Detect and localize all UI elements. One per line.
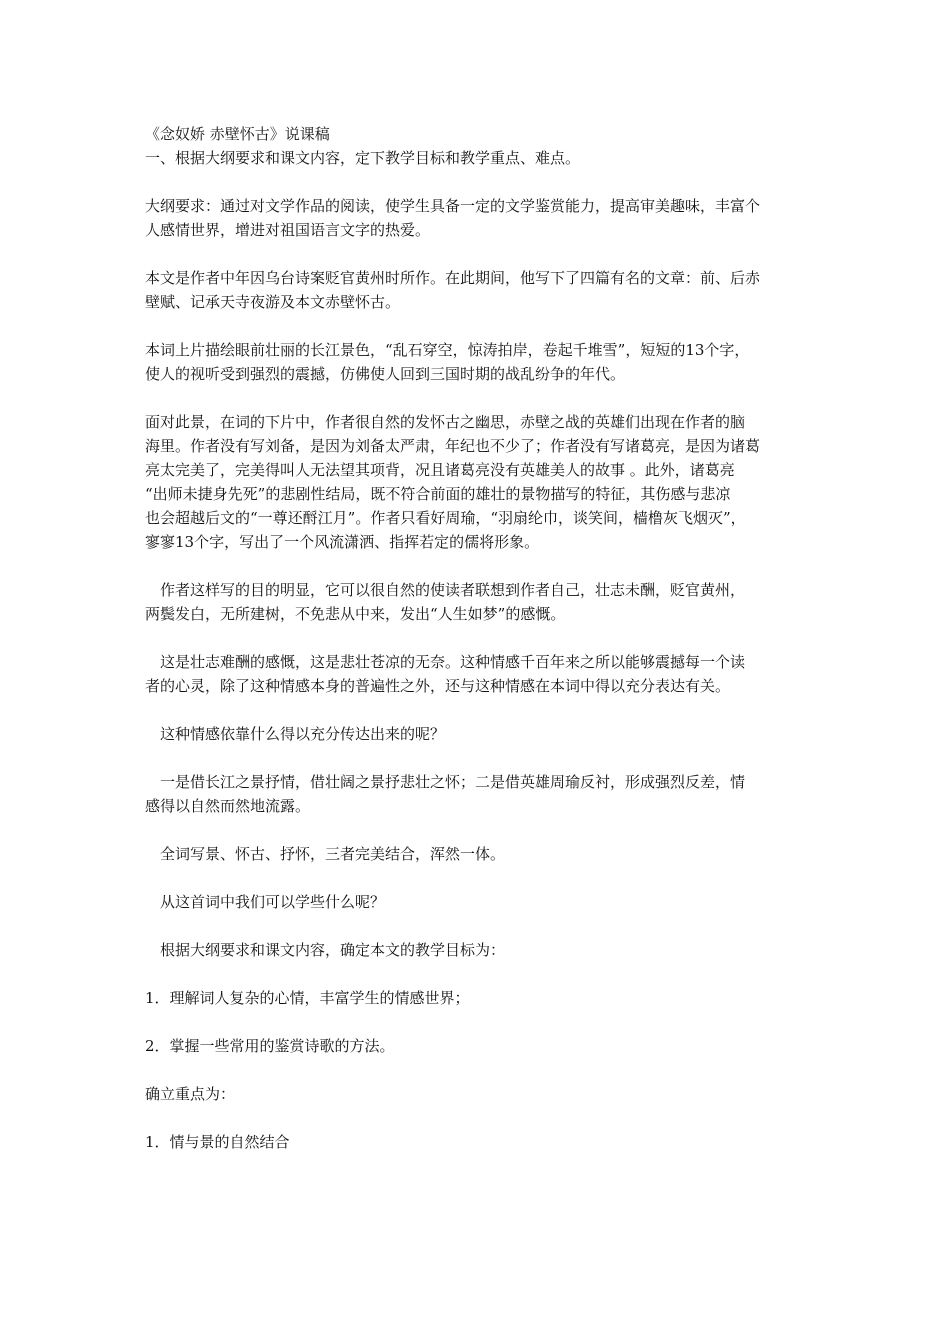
paragraph-line: 壁赋、记承天寺夜游及本文赤壁怀古。 — [145, 293, 401, 311]
paragraph-upper-stanza — [145, 338, 813, 386]
paragraph-question: 这种情感依靠什么得以充分传达出来的呢？ — [145, 725, 446, 743]
paragraph-line: 大纲要求：通过对文学作品的阅读，使学生具备一定的文学鉴赏能力，提高审美趣味，丰富个 — [145, 197, 761, 215]
paragraph-line: 人感情世界，增进对祖国语言文字的热爱。 — [145, 221, 431, 239]
paragraph-line: 者的心灵，除了这种情感本身的普遍性之外，还与这种情感在本词中得以充分表达有关。 — [145, 677, 731, 695]
paragraph-line: “出师未捷身先死”的悲剧性结局，既不符合前面的雄壮的景物描写的特征，其伤感与悲凉 — [145, 485, 731, 503]
goal-item-2: 2．掌握一些常用的鉴赏诗歌的方法。 — [145, 1037, 395, 1055]
paragraph-line: 作者这样写的目的明显，它可以很自然的使读者联想到作者自己，壮志未酬，贬官黄州， — [145, 581, 746, 599]
paragraph-learning-question: 从这首词中我们可以学些什么呢？ — [145, 893, 386, 911]
paragraph-emotion — [145, 650, 813, 698]
paragraph-line: 使人的视听受到强烈的震撼，仿佛使人回到三国时期的战乱纷争的年代。 — [145, 365, 626, 383]
paragraph-line: 这是壮志难酬的感慨，这是悲壮苍凉的无奈。这种情感千百年来之所以能够震撼每一个读 — [145, 653, 746, 671]
paragraph-line: 一是借长江之景抒情，借壮阔之景抒悲壮之怀；二是借英雄周瑜反衬，形成强烈反差，情 — [145, 773, 746, 791]
paragraph-line: 本文是作者中年因乌台诗案贬官黄州时所作。在此期间，他写下了四篇有名的文章：前、后赤 — [145, 269, 761, 287]
paragraph-line: 面对此景，在词的下片中，作者很自然的发怀古之幽思，赤壁之战的英雄们出现在作者的脑 — [145, 413, 746, 431]
paragraph-background — [145, 266, 813, 314]
paragraph-lower-stanza — [145, 410, 813, 554]
paragraph-answer — [145, 770, 813, 818]
paragraph-syllabus — [145, 194, 813, 242]
paragraph-line: 海里。作者没有写刘备，是因为刘备太严肃，年纪也不少了；作者没有写诸葛亮，是因为诸葛 — [145, 437, 761, 455]
paragraph-purpose — [145, 578, 813, 626]
goal-item-1: 1．理解词人复杂的心情，丰富学生的情感世界； — [145, 989, 470, 1007]
paragraph-summary: 全词写景、怀古、抒怀，三者完美结合，浑然一体。 — [145, 845, 506, 863]
paragraph-goals-intro: 根据大纲要求和课文内容，确定本文的教学目标为： — [145, 941, 506, 959]
paragraph-line: 亮太完美了，完美得叫人无法望其项背，况且诸葛亮没有英雄美人的故事 。此外，诸葛亮 — [145, 461, 735, 479]
paragraph-line: 寥寥13个字，写出了一个风流潇洒、指挥若定的儒将形象。 — [145, 533, 540, 551]
paragraph-line: 两鬓发白，无所建树，不免悲从中来，发出“人生如梦”的感慨。 — [145, 605, 566, 623]
paragraph-line: 本词上片描绘眼前壮丽的长江景色，“乱石穿空，惊涛拍岸，卷起千堆雪”，短短的13个字， — [145, 341, 750, 359]
paragraph-line: 感得以自然而然地流露。 — [145, 797, 311, 815]
document-title: 《念奴娇 赤壁怀古》说课稿 — [145, 125, 330, 143]
section-heading-1: 一、根据大纲要求和课文内容，定下教学目标和教学重点、难点。 — [145, 149, 581, 167]
focus-item-1: 1．情与景的自然结合 — [145, 1133, 290, 1151]
document-body — [145, 122, 813, 1154]
focus-heading: 确立重点为： — [145, 1085, 236, 1103]
paragraph-line: 也会超越后文的“一尊还酹江月”。作者只看好周瑜，“羽扇纶巾，谈笑间，樯橹灰飞烟灭”， — [145, 509, 746, 527]
